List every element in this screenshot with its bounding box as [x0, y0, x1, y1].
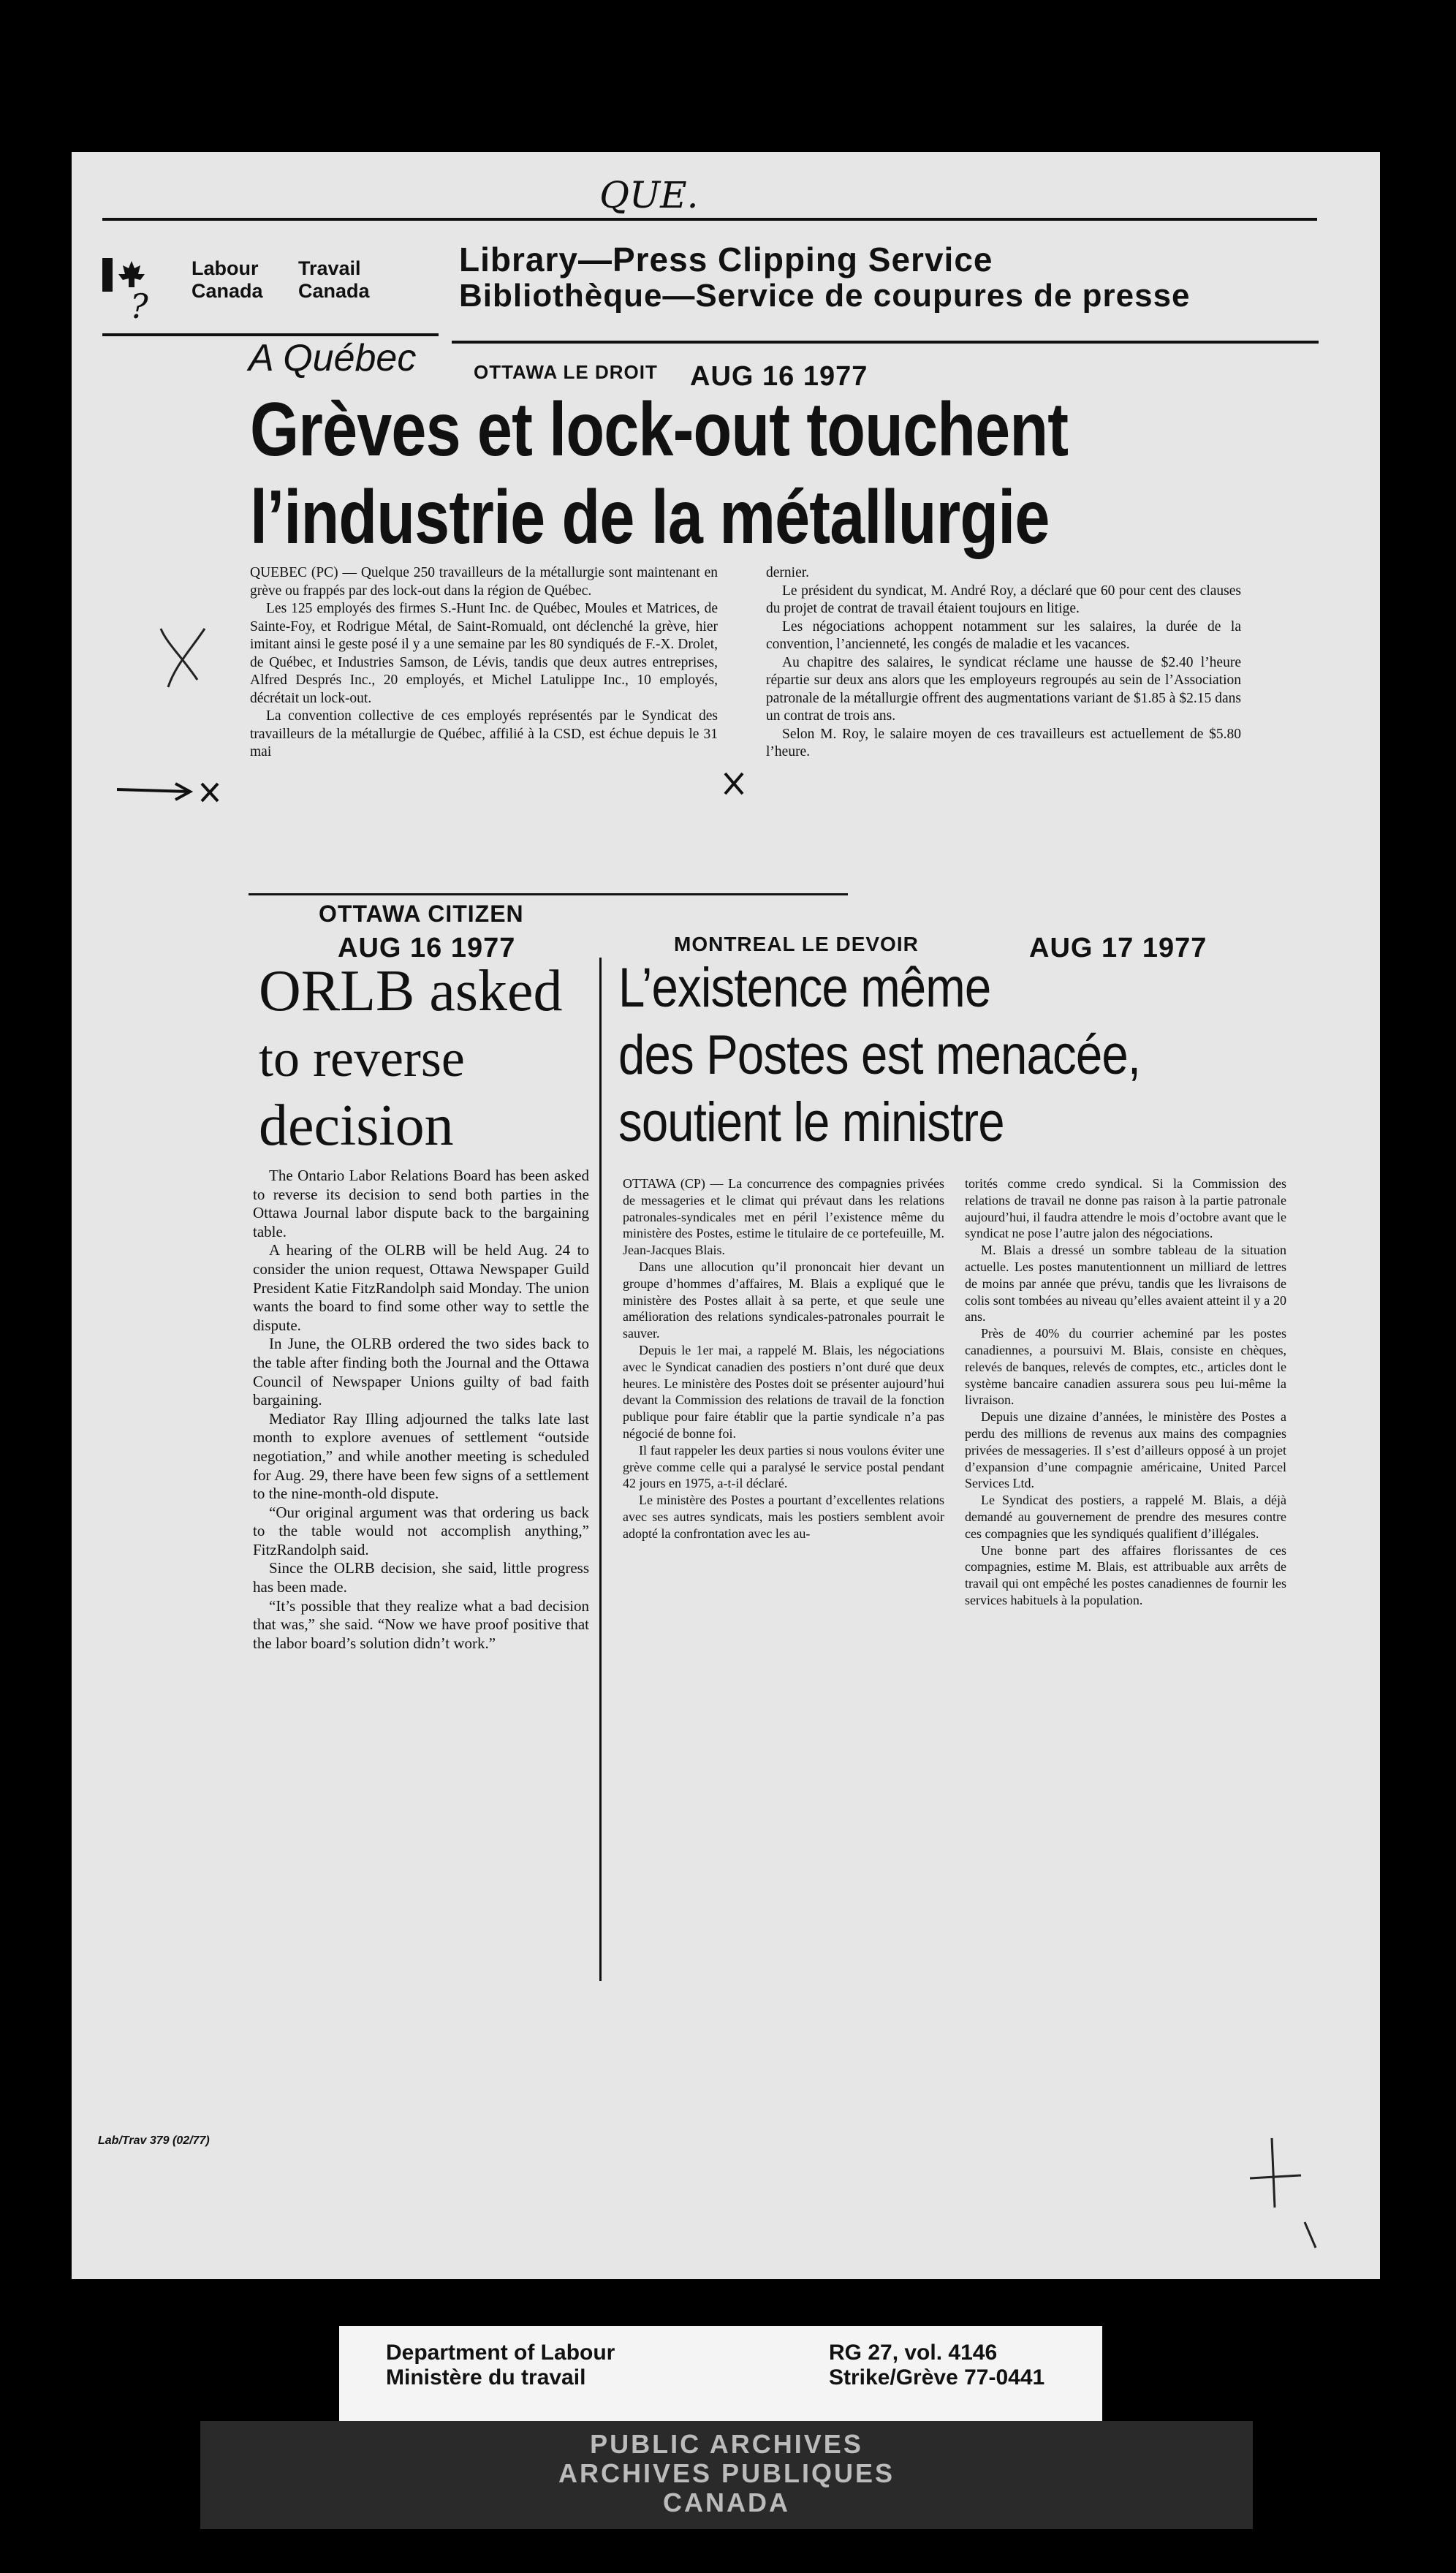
paragraph: A hearing of the OLRB will be held Aug. 24 to consider the union request, Ottawa Newspaper Guild President Katie FitzRandolph said Monday. The union wants the board to find some other way to settle the dispute.: [253, 1241, 589, 1334]
paragraph: Depuis le 1er mai, a rappelé M. Blais, les négociations avec le Syndicat canadien des postiers n’ont duré que deux heures. Le ministère des Postes doit se présenter aujourd’hui devant la Commission des relations de travail de la fonction publique pour faire établir que la partie syndicale n’a pas négocié de bonne foi.: [623, 1342, 944, 1441]
article-2-headline-line3: decision: [259, 1094, 454, 1158]
archives-line-3: CANADA: [663, 2487, 790, 2517]
paragraph: In June, the OLRB ordered the two sides back to the table after finding both the Journal and the Ottawa Council of Newspaper Unions guilty of bad faith bargaining.: [253, 1335, 589, 1409]
paragraph: “It’s possible that they realize what a bad decision that was,” she said. “Now we have proof positive that the labor board’s solution didn’t work.”: [253, 1596, 589, 1652]
article-1-date: AUG 16 1977: [690, 361, 868, 392]
paragraph: Au chapitre des salaires, le syndicat réclame une hausse de $2.40 l’heure répartie sur deux ans alors que les employeurs regroupés au sein de l’Association patronale de la métallurgie offrent des augmentations variant de $1.85 à $2.15 dans un contrat de trois ans.: [766, 654, 1241, 724]
paragraph: “Our original argument was that ordering us back to the table would not accomplish anything,” FitzRandolph said.: [253, 1503, 589, 1558]
paragraph: Le ministère des Postes a pourtant d’excellentes relations avec ses autres syndicats, mais les postiers semblent avoir adopté la confrontation avec les au-: [623, 1493, 944, 1541]
paragraph: Le président du syndicat, M. André Roy, a déclaré que 60 pour cent des clauses du projet de contrat de travail étaient toujours en litige.: [766, 583, 1241, 616]
dept-en: Labour Canada: [192, 257, 263, 302]
corner-pen-mark: [1243, 2134, 1330, 2251]
paragraph: Selon M. Roy, le salaire moyen de ces travailleurs est actuellement de $5.80 l’heure.: [766, 726, 1241, 759]
paragraph: Dans une allocution qu’il prononcait hier devant un groupe d’hommes d’affaires, M. Blais a expliqué que le ministère des Postes allait à sa perte, et que seule une amélioration des relations syndicales-patronales pourrait le sauver.: [623, 1259, 944, 1341]
article-3-headline-line3: soutient le ministre: [618, 1091, 1004, 1153]
question-mark: ?: [130, 287, 148, 326]
article-3-col1: [623, 1175, 944, 1542]
paragraph: Les négociations achoppent notamment sur les salaires, la durée de la convention, l’ancienneté, les congés de maladie et les vacances.: [766, 618, 1241, 652]
archive-dept-en: Department of Labour: [386, 2341, 615, 2365]
archive-strike-no: Strike/Grève 77-0441: [829, 2365, 1045, 2390]
archives-line-2: ARCHIVES PUBLIQUES: [558, 2458, 895, 2488]
article-3-headline-line1: L’existence même: [618, 957, 991, 1019]
service-fr: Bibliothèque—Service de coupures de presse: [459, 278, 1191, 314]
article-1-col2: [766, 564, 1241, 762]
article-1-headline-line2: l’industrie de la métallurgie: [250, 475, 1050, 560]
paragraph: OTTAWA (CP) — La concurrence des compagnies privées de messageries et le climat qui prévaut dans les relations patronales-syndicales met en péril l’existence même du ministère des Postes, estime le titulaire de ce portefeuille, M. Jean-Jacques Blais.: [623, 1176, 944, 1258]
article-2-body: [253, 1167, 589, 1653]
column-divider: [599, 958, 602, 1981]
paragraph: Les 125 employés des firmes S.-Hunt Inc. de Québec, Moules et Matrices, de Sainte-Foy, et Rodrigue Métal, de Saint-Romuald, ont déclenché la grève, hier imitant ainsi le geste posé il y a une semaine par les 80 syndiqués de F.-X. Drolet, de Québec, et Industries Samson, de Lévis, tandis que deux autres entreprises, Alfred Després Inc., 20 employés, et Michel Latulippe Inc., 10 employés, décrétait un lock-out.: [250, 601, 718, 706]
paragraph: Il faut rappeler les deux parties si nous voulons éviter une grève comme celle qui a paralysé le service postal pendant 42 jours en 1975, a-t-il déclaré.: [623, 1442, 944, 1491]
archives-stamp: [200, 2421, 1253, 2529]
pen-marks: [110, 614, 767, 833]
header-rule-right: [452, 341, 1319, 344]
article-1-bottom-rule: [249, 893, 848, 895]
top-rule: [102, 218, 1317, 221]
archive-dept-fr: Ministère du travail: [386, 2365, 586, 2390]
paragraph: The Ontario Labor Relations Board has been asked to reverse its decision to send both parties in the Ottawa Journal labor dispute back to the bargaining table.: [253, 1167, 589, 1240]
paragraph: torités comme credo syndical. Si la Commission des relations de travail ne donne pas raison à la partie patronale aujourd’hui, il faudra attendre le mois d’octobre avant que le syndicat ne pose l’autre jalon des négociations.: [965, 1176, 1286, 1241]
paragraph: Une bonne part des affaires florissantes de ces compagnies, estime M. Blais, est attribuable aux arrêts de travail qui ont empêché les postes canadiennes de fournir les services habituels à la population.: [965, 1542, 1286, 1607]
paragraph: Depuis une dizaine d’années, le ministère des Postes a perdu des millions de revenus aux mains des compagnies privées de messageries. Il s’est d’ailleurs opposé à un projet d’expansion d’une compagnie américaine, United Parcel Services Ltd.: [965, 1409, 1286, 1491]
article-1-kicker: A Québec: [249, 337, 417, 379]
paragraph: Mediator Ray Illing adjourned the talks late last month to explore avenues of settlement “outside negotiation,” and while another meeting is scheduled for Aug. 29, there have been few signs of a settlement to the nine-month-old dispute.: [253, 1409, 589, 1503]
article-2-headline-line2: to reverse: [259, 1029, 465, 1088]
article-2-headline-line1: ORLB asked: [259, 959, 563, 1023]
service-en: Library—Press Clipping Service: [459, 240, 993, 278]
article-2-date: AUG 16 1977: [338, 933, 516, 963]
archive-reference: RG 27, vol. 4146: [829, 2341, 998, 2365]
paragraph: dernier.: [766, 565, 810, 580]
paragraph: La convention collective de ces employés représentés par le Syndicat des travailleurs de la métallurgie de Québec, affilié à la CSD, est échue depuis le 31 mai: [250, 708, 718, 759]
handwritten-code: QUE.: [599, 174, 699, 216]
article-3-date: AUG 17 1977: [1029, 933, 1207, 963]
archives-line-1: PUBLIC ARCHIVES: [590, 2429, 863, 2459]
paragraph: Le Syndicat des postiers, a rappelé M. Blais, a déjà demandé au gouvernement de prendre des mesures contre ces compagnies que les syndiqués qualifient d’illégales.: [965, 1493, 1286, 1541]
paragraph: Près de 40% du courrier acheminé par les postes canadiennes, a poursuivi M. Blais, consiste en chèques, relevés de banques, relevés de comptes, etc., articles dont le système bancaire canadien assurera sous peu lui-même la livraison.: [965, 1326, 1286, 1408]
article-3-source: MONTREAL LE DEVOIR: [674, 933, 919, 955]
archive-label: [339, 2326, 1102, 2421]
article-3-headline-line2: des Postes est menacée,: [618, 1024, 1141, 1086]
paragraph: QUEBEC (PC) — Quelque 250 travailleurs de la métallurgie sont maintenant en grève ou frappés par des lock-out dans la région de Québec.: [250, 565, 718, 599]
paragraph: Since the OLRB decision, she said, little progress has been made.: [253, 1559, 589, 1596]
form-number: Lab/Trav 379 (02/77): [98, 2134, 210, 2147]
article-1-source: OTTAWA LE DROIT: [474, 361, 658, 383]
article-2-source: OTTAWA CITIZEN: [319, 901, 524, 927]
dept-fr: Travail Canada: [298, 257, 370, 302]
paragraph: M. Blais a dressé un sombre tableau de la situation actuelle. Les postes manutentionnent un milliard de lettres de moins par année que prévu, tandis que les livraisons de colis sont tombées au niveau qu’elles avaient atteint il y a 20 ans.: [965, 1243, 1286, 1325]
article-3-col2: [965, 1175, 1286, 1609]
article-1-headline-line1: Grèves et lock-out touchent: [250, 387, 1069, 472]
